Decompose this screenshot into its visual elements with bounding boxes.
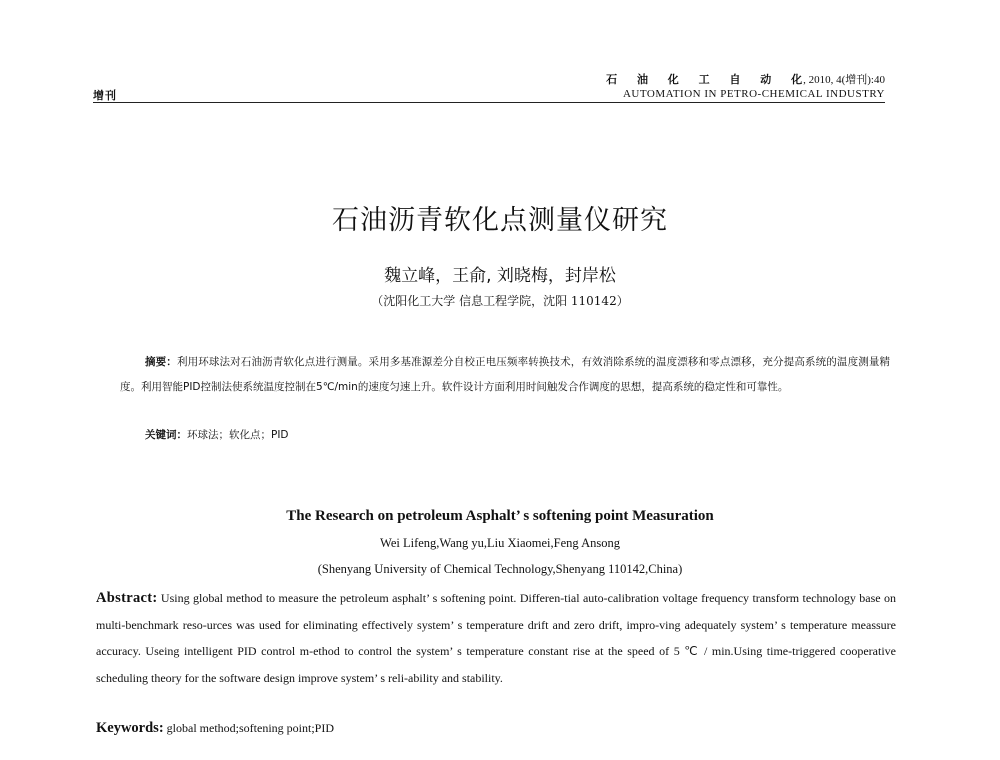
paper-title-en: The Research on petroleum Asphalt’ s softening point Measuration <box>286 508 714 524</box>
affiliation-en: (Shenyang University of Chemical Technology,Shenyang 110142,China) <box>317 562 683 576</box>
authors-cn: 魏立峰，王俞, 刘晓梅，封岸松 <box>384 266 616 286</box>
keywords-cn <box>145 427 289 442</box>
paper-title-cn: 石油沥青软化点测量仪研究 <box>332 205 668 236</box>
keywords-en-label: Keywords: <box>96 720 164 736</box>
authors-en: Wei Lifeng,Wang yu,Liu Xiaomei,Feng Ansong <box>380 536 620 550</box>
abstract-cn-label: 摘要： <box>145 356 177 368</box>
abstract-en-label: Abstract: <box>96 590 158 606</box>
header-rule <box>93 102 885 103</box>
abstract-cn <box>120 350 890 400</box>
keywords-cn-text: 环球法；软化点；PID <box>187 429 289 441</box>
journal-name-cn-text: 石 油 化 工 自 动 化 <box>606 73 804 86</box>
issue-reference: 2010, 4(增刊):40 <box>808 74 885 86</box>
affiliation-cn: （沈阳化工大学 信息工程学院，沈阳 110142） <box>371 294 629 308</box>
abstract-en-text: Using global method to measure the petroleum asphalt’ s softening point. Differen-tial auto-calibration voltage frequency transform technology base on multi-benchmark reso-urces was used for eliminating effectively system’ s temperature drift and zero drift, impro-ving adequately system’ s temperature meassure accuracy. Useing intelligent PID control m-ethod to control the system’ s temperature constant rise at the speed of 5 ℃ / min.Using time-triggered cooperative scheduling theory for the software design improve system’ s reli-ability and stability. <box>96 591 896 685</box>
keywords-en-text: global method;softening point;PID <box>166 721 334 735</box>
keywords-en <box>96 720 334 737</box>
abstract-cn-text: 利用环球法对石油沥青软化点进行测量。采用多基准源差分自校正电压频率转换技术，有效消除系统的温度漂移和零点漂移，充分提高系统的温度测量精度。利用智能PID控制法使系统温度控制在5℃/min的速度匀速上升。软件设计方面利用时间触发合作调度的思想，提高系统的稳定性和可靠性。 <box>120 356 890 393</box>
running-head-supplement: 增刊 <box>93 89 117 102</box>
journal-name-en: AUTOMATION IN PETRO-CHEMICAL INDUSTRY <box>622 88 885 100</box>
keywords-cn-label: 关键词： <box>145 429 187 441</box>
journal-name-cn: 石 油 化 工 自 动 化, 2010, 4(增刊):40 <box>606 73 885 86</box>
abstract-en <box>96 585 896 691</box>
journal-header <box>606 73 885 101</box>
